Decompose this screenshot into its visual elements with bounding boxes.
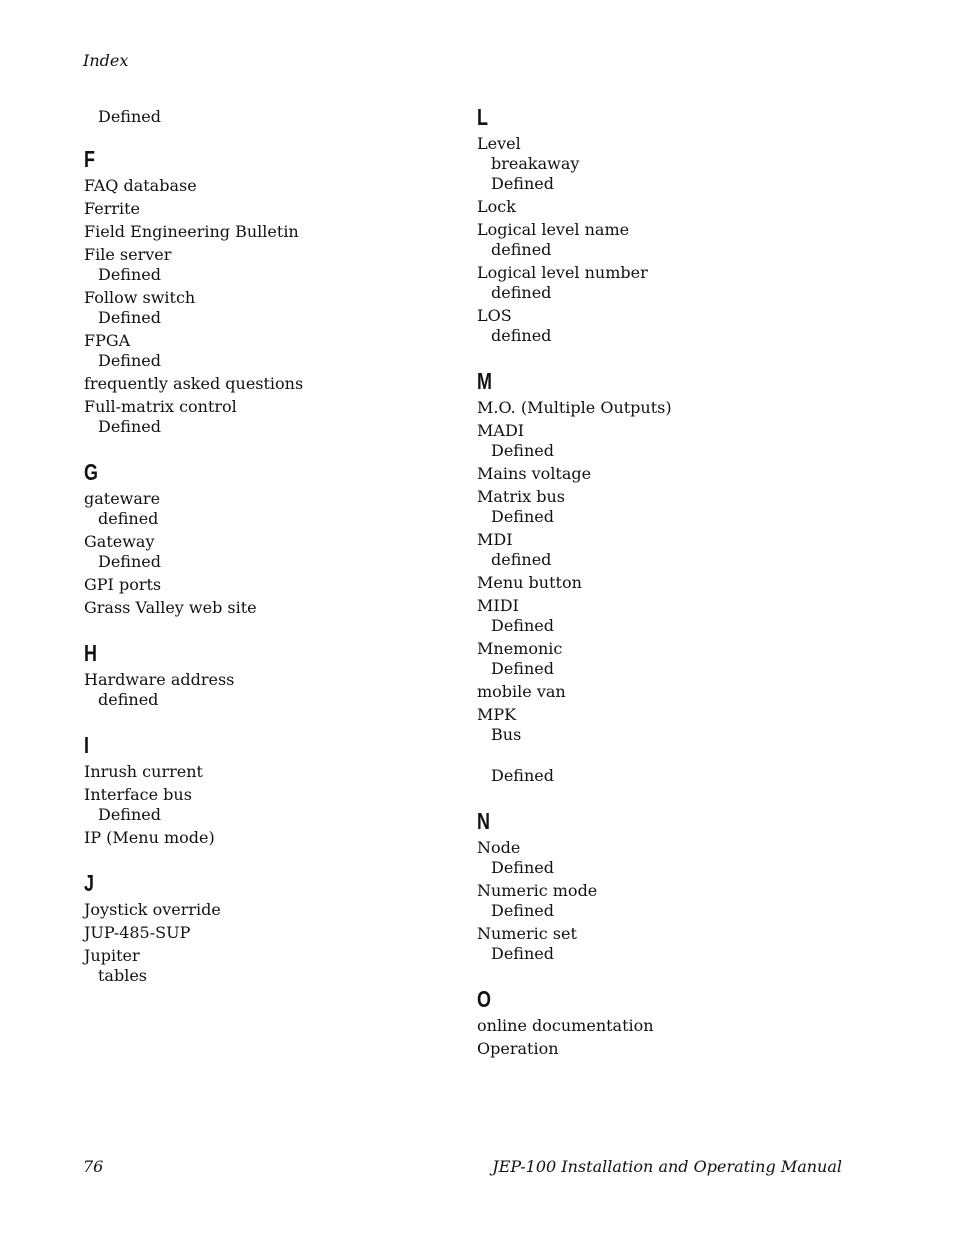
index-letter-heading: I <box>84 732 89 758</box>
index-term: Inrush current <box>84 762 203 781</box>
index-entry <box>84 946 454 986</box>
index-entry <box>477 464 877 484</box>
index-entry <box>477 682 877 702</box>
index-letter-heading: G <box>84 459 98 485</box>
index-entry <box>84 762 454 782</box>
continuation-block <box>84 107 454 127</box>
index-group-l <box>477 103 877 346</box>
index-entry <box>84 923 454 943</box>
index-subentry: Defined <box>98 308 161 327</box>
index-subentry: Defined <box>98 265 161 284</box>
index-term: JUP-485-SUP <box>84 923 191 942</box>
index-entry <box>84 374 454 394</box>
index-entry <box>477 220 877 260</box>
index-term: Ferrite <box>84 199 141 218</box>
index-entry <box>84 288 454 328</box>
index-entry <box>477 306 877 346</box>
index-term: Grass Valley web site <box>84 598 257 617</box>
index-term: Field Engineering Bulletin <box>84 222 299 241</box>
index-term: Operation <box>477 1039 559 1058</box>
index-subentry: Defined <box>491 616 554 635</box>
index-entry <box>84 828 454 848</box>
index-subentry: Defined <box>491 858 554 877</box>
index-term: gateware <box>84 489 161 508</box>
index-subentry: Defined <box>98 417 161 436</box>
index-entry <box>84 331 454 371</box>
index-letter-heading: F <box>84 146 95 172</box>
index-entry <box>84 598 454 618</box>
index-letter-heading: J <box>84 870 94 896</box>
index-term: IP (Menu mode) <box>84 828 215 847</box>
index-term: Numeric set <box>477 924 577 943</box>
index-entry <box>477 596 877 636</box>
index-letter-heading: L <box>477 104 488 130</box>
manual-title: JEP-100 Installation and Operating Manual <box>492 1157 842 1176</box>
index-term: Numeric mode <box>477 881 598 900</box>
index-term: Matrix bus <box>477 487 565 506</box>
index-subentry: defined <box>491 240 552 259</box>
index-group-h <box>84 639 454 710</box>
index-term: MIDI <box>477 596 519 615</box>
index-entry <box>477 924 877 964</box>
index-entry <box>84 176 454 196</box>
index-letter-heading: H <box>84 640 97 666</box>
index-subentry: Defined <box>491 944 554 963</box>
index-term: Level <box>477 134 521 153</box>
index-entry <box>477 573 877 593</box>
index-term: mobile van <box>477 682 566 701</box>
index-entry <box>84 199 454 219</box>
index-entry <box>477 197 877 217</box>
index-term: GPI ports <box>84 575 162 594</box>
index-entry <box>477 838 877 878</box>
index-entry <box>84 900 454 920</box>
index-term: FPGA <box>84 331 131 350</box>
index-entry <box>84 670 454 710</box>
index-subentry: tables <box>98 966 148 985</box>
index-entry <box>477 530 877 570</box>
index-subentry: defined <box>491 283 552 302</box>
index-subentry: Defined <box>491 766 554 785</box>
index-subentry: defined <box>491 550 552 569</box>
index-entry <box>477 487 877 527</box>
index-term: Jupiter <box>84 946 140 965</box>
index-entry <box>84 245 454 285</box>
index-term: Mnemonic <box>477 639 563 658</box>
index-entry <box>477 398 877 418</box>
index-subentry: defined <box>98 509 159 528</box>
index-entry <box>477 263 877 303</box>
index-column-left <box>84 103 454 1007</box>
index-term: Logical level name <box>477 220 630 239</box>
index-group-n <box>477 807 877 964</box>
index-entry <box>84 532 454 572</box>
index-term: MADI <box>477 421 525 440</box>
index-subentry: Defined <box>98 552 161 571</box>
index-entry <box>84 785 454 825</box>
index-term: Joystick override <box>84 900 221 919</box>
index-subentry: defined <box>491 326 552 345</box>
index-term: Hardware address <box>84 670 235 689</box>
index-subentry: Defined <box>98 107 161 126</box>
index-term: online documentation <box>477 1016 654 1035</box>
index-term: Full-matrix control <box>84 397 237 416</box>
index-entry <box>84 575 454 595</box>
index-term: Lock <box>477 197 516 216</box>
index-term: Gateway <box>84 532 155 551</box>
index-group-g <box>84 458 454 618</box>
index-entry <box>477 1016 877 1036</box>
index-term: MDI <box>477 530 513 549</box>
index-term: File server <box>84 245 172 264</box>
index-blank-line <box>477 745 877 766</box>
index-term: Menu button <box>477 573 582 592</box>
index-group-j <box>84 869 454 986</box>
index-term: FAQ database <box>84 176 197 195</box>
index-term: LOS <box>477 306 512 325</box>
index-entry <box>84 489 454 529</box>
index-term: Follow switch <box>84 288 196 307</box>
index-entry <box>477 639 877 679</box>
index-subentry: Defined <box>491 441 554 460</box>
index-term: Interface bus <box>84 785 192 804</box>
page-number: 76 <box>83 1157 104 1176</box>
index-entry <box>477 134 877 194</box>
index-subentry: Defined <box>98 805 161 824</box>
index-term: M.O. (Multiple Outputs) <box>477 398 672 417</box>
index-term: Logical level number <box>477 263 648 282</box>
index-entry <box>477 705 877 786</box>
index-subentry: defined <box>98 690 159 709</box>
index-entry <box>84 397 454 437</box>
index-group-f <box>84 145 454 437</box>
index-group-i <box>84 731 454 848</box>
index-subentry: Defined <box>491 174 554 193</box>
index-entry <box>477 421 877 461</box>
index-term: Node <box>477 838 521 857</box>
index-letter-heading: N <box>477 808 490 834</box>
index-subentry: Defined <box>98 351 161 370</box>
index-subentry: Defined <box>491 659 554 678</box>
index-subentry: Bus <box>491 725 522 744</box>
index-entry <box>477 881 877 921</box>
index-subentry: Defined <box>491 901 554 920</box>
index-subentry: Defined <box>491 507 554 526</box>
index-group-m <box>477 367 877 786</box>
index-term: Mains voltage <box>477 464 592 483</box>
index-subentry: breakaway <box>491 154 580 173</box>
running-header: Index <box>83 51 129 70</box>
index-letter-heading: O <box>477 986 491 1012</box>
index-term: frequently asked questions <box>84 374 304 393</box>
index-column-right <box>477 103 877 1080</box>
index-entry <box>84 222 454 242</box>
index-entry <box>477 1039 877 1059</box>
index-term: MPK <box>477 705 517 724</box>
index-group-o <box>477 985 877 1059</box>
index-letter-heading: M <box>477 368 492 394</box>
